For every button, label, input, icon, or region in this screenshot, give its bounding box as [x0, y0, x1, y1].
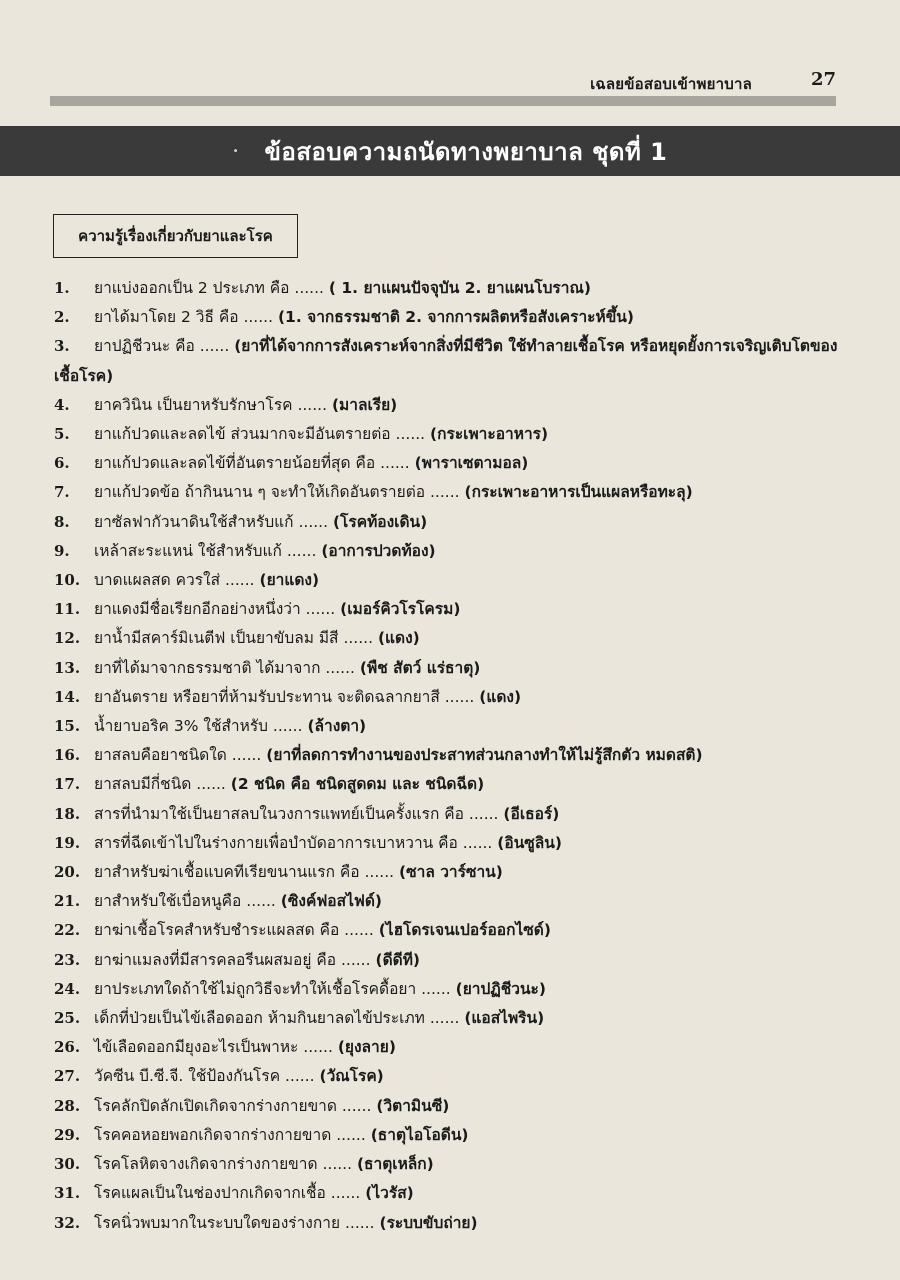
question-number: 1.	[54, 279, 70, 297]
question-body	[94, 478, 854, 507]
list-item	[54, 654, 854, 683]
question-number: 18.	[54, 804, 81, 823]
question-text: ยาแก้ปวดข้อ ถ้ากินนาน ๆ จะทำให้เกิดอันตรายต่อ ......	[94, 483, 460, 502]
question-body	[94, 946, 854, 975]
question-number: 13.	[54, 658, 81, 677]
question-body	[94, 1092, 854, 1121]
question-body	[94, 508, 854, 537]
question-number: 7.	[54, 483, 70, 502]
question-text: โรคคอหอยพอกเกิดจากร่างกายขาด ......	[94, 1125, 366, 1144]
list-item	[54, 624, 854, 653]
bullet-icon: •	[232, 145, 239, 157]
list-item	[54, 887, 854, 916]
question-text: ยาที่ได้มาจากธรรมชาติ ได้มาจาก ......	[94, 658, 355, 677]
answer-text: (พาราเซตามอล)	[414, 454, 529, 473]
question-number: 29.	[54, 1125, 81, 1144]
question-body	[94, 624, 854, 653]
question-number: 9.	[54, 541, 70, 560]
header-rule	[50, 96, 836, 106]
question-body	[94, 887, 854, 916]
answer-text: (แดง)	[377, 629, 420, 648]
answer-text: (อีเธอร์)	[503, 804, 560, 823]
list-item	[54, 508, 854, 537]
list-item	[54, 858, 854, 887]
list-item	[54, 683, 854, 712]
question-text: โรคแผลเป็นในช่องปากเกิดจากเชื้อ ......	[94, 1184, 361, 1203]
list-item	[54, 1033, 854, 1062]
question-text: ไข้เลือดออกมียุงอะไรเป็นพาหะ ......	[94, 1038, 333, 1057]
answer-text: (โรคท้องเดิน)	[332, 512, 428, 531]
question-number: 4.	[54, 395, 70, 414]
question-body	[94, 1062, 854, 1091]
title-banner	[0, 126, 900, 176]
list-item	[54, 741, 854, 770]
question-number: 19.	[54, 833, 81, 852]
question-number: 16.	[54, 746, 81, 765]
answer-text: (กระเพาะอาหาร)	[430, 425, 549, 444]
list-item	[54, 391, 854, 420]
question-body	[94, 303, 854, 332]
question-body	[94, 770, 854, 799]
list-item	[54, 770, 854, 799]
question-number: 5.	[54, 425, 70, 444]
question-number: 2.	[54, 308, 70, 327]
question-body	[94, 916, 854, 945]
answer-text: (ซาล วาร์ซาน)	[399, 863, 503, 882]
list-item	[54, 1150, 854, 1179]
question-text: โรคโลหิตจางเกิดจากร่างกายขาด ......	[94, 1155, 353, 1174]
question-body	[94, 829, 854, 858]
answer-text: (1. จากธรรมชาติ 2. จากการผลิตหรือสังเคราะห์ขึ้น)	[277, 308, 634, 327]
question-body	[94, 1209, 854, 1238]
answer-text: (ธาตุเหล็ก)	[356, 1155, 434, 1174]
answer-text: (ระบบขับถ่าย)	[379, 1213, 478, 1232]
list-item	[54, 595, 854, 624]
answer-text: (ยุงลาย)	[337, 1038, 396, 1057]
question-body	[94, 1121, 854, 1150]
running-head	[50, 66, 840, 94]
question-text: โรคลักปิดลักเปิดเกิดจากร่างกายขาด ......	[94, 1096, 372, 1115]
list-item	[54, 916, 854, 945]
question-text: ยาสลบมีกี่ชนิด ......	[94, 775, 226, 794]
list-item	[54, 274, 854, 303]
running-title: เฉลยข้อสอบเข้าพยาบาล	[590, 75, 752, 93]
question-body	[94, 1033, 854, 1062]
question-text: ยาแก้ปวดและลดไข้ที่อันตรายน้อยที่สุด คือ ......	[94, 454, 410, 473]
question-body	[94, 800, 854, 829]
list-item	[54, 420, 854, 449]
question-number: 3.	[54, 337, 70, 356]
answer-text: (ยาแดง)	[259, 571, 320, 590]
question-text: ยาซัลฟากัวนาดินใช้สำหรับแก้ ......	[94, 512, 329, 531]
answer-text: (พืช สัตว์ แร่ธาตุ)	[359, 658, 481, 677]
list-item	[54, 975, 854, 1004]
question-number: 15.	[54, 717, 81, 736]
banner-title: ข้อสอบความถนัดทางพยาบาล ชุดที่ 1	[264, 137, 668, 166]
list-item	[54, 449, 854, 478]
question-text: น้ำยาบอริค 3% ใช้สำหรับ ......	[94, 717, 303, 736]
list-item	[54, 712, 854, 741]
question-text: สารที่นำมาใช้เป็นยาสลบในวงการแพทย์เป็นครั้งแรก คือ ......	[94, 804, 499, 823]
question-text: ยาได้มาโดย 2 วิธี คือ ......	[94, 308, 274, 327]
list-item	[54, 478, 854, 507]
question-text: ยาแก้ปวดและลดไข้ ส่วนมากจะมีอันตรายต่อ ......	[94, 425, 426, 444]
question-number: 24.	[54, 979, 81, 998]
question-number: 26.	[54, 1038, 81, 1057]
answer-text: (ยาที่ลดการทำงานของประสาทส่วนกลางทำให้ไม่รู้สึกตัว หมดสติ)	[266, 746, 703, 765]
question-number: 22.	[54, 921, 81, 940]
page-number: 27	[810, 69, 836, 90]
question-number: 31.	[54, 1184, 81, 1203]
question-text: ยาอันตราย หรือยาที่ห้ามรับประทาน จะติดฉลากยาสี ......	[94, 687, 475, 706]
question-text: สารที่ฉีดเข้าไปในร่างกายเพื่อบำบัดอาการเบาหวาน คือ ......	[94, 833, 493, 852]
question-body	[94, 274, 854, 303]
question-number: 28.	[54, 1096, 81, 1115]
question-text: วัคซีน บี.ซี.จี. ใช้ป้องกันโรค ......	[94, 1067, 315, 1086]
question-body	[94, 1179, 854, 1208]
answer-text: (ล้างตา)	[307, 717, 367, 736]
question-text: ยาสำหรับฆ่าเชื้อแบคทีเรียขนานแรก คือ ......	[94, 863, 395, 882]
answer-text: (ยาปฏิชีวนะ)	[455, 979, 546, 998]
question-text: บาดแผลสด ควรใส่ ......	[94, 571, 255, 590]
question-body	[94, 595, 854, 624]
answer-text: (ไฮโดรเจนเปอร์ออกไซด์)	[378, 921, 551, 940]
question-body	[94, 975, 854, 1004]
question-text: ยาฆ่าเชื้อโรคสำหรับชำระแผลสด คือ ......	[94, 921, 374, 940]
question-number: 27.	[54, 1067, 81, 1086]
list-item	[54, 1062, 854, 1091]
question-number: 23.	[54, 950, 81, 969]
question-text: เด็กที่ป่วยเป็นไข้เลือดออก ห้ามกินยาลดไข้ประเภท ......	[94, 1009, 460, 1028]
answer-text: (แดง)	[479, 687, 522, 706]
list-item	[54, 829, 854, 858]
question-text: ยาสำหรับใช้เบื่อหนูคือ ......	[94, 892, 276, 911]
question-body	[94, 420, 854, 449]
answer-text: (มาลเรีย)	[331, 395, 398, 414]
question-body	[94, 858, 854, 887]
list-item	[54, 1004, 854, 1033]
question-number: 10.	[54, 571, 81, 590]
question-body	[94, 566, 854, 595]
question-text: ยาประเภทใดถ้าใช้ไม่ถูกวิธีจะทำให้เชื้อโรคดื้อยา ......	[94, 979, 451, 998]
question-body	[94, 683, 854, 712]
answer-text: (วัณโรค)	[319, 1067, 384, 1086]
answer-text: ( 1. ยาแผนปัจจุบัน 2. ยาแผนโบราณ)	[328, 279, 591, 297]
answer-text: (กระเพาะอาหารเป็นแผลหรือทะลุ)	[464, 483, 693, 502]
question-number: 21.	[54, 892, 81, 911]
question-number: 25.	[54, 1009, 81, 1028]
question-body	[94, 537, 854, 566]
list-item	[54, 800, 854, 829]
list-item	[54, 946, 854, 975]
question-text: โรคนิ่วพบมากในระบบใดของร่างกาย ......	[94, 1213, 375, 1232]
question-text: ยาแดงมีชื่อเรียกอีกอย่างหนึ่งว่า ......	[94, 600, 336, 619]
question-number: 6.	[54, 454, 70, 473]
answer-text: (ไวรัส)	[365, 1184, 414, 1203]
list-item	[54, 303, 854, 332]
question-number: 30.	[54, 1155, 81, 1174]
question-body	[54, 332, 854, 390]
list-item	[54, 566, 854, 595]
question-text: เหล้าสะระแหน่ ใช้สำหรับแก้ ......	[94, 541, 317, 560]
question-list	[54, 274, 854, 1238]
question-number: 8.	[54, 512, 70, 531]
question-body	[94, 449, 854, 478]
question-body	[94, 1150, 854, 1179]
question-body	[94, 1004, 854, 1033]
answer-text: (ดีดีที)	[375, 950, 421, 969]
answer-text: (วิตามินซี)	[376, 1096, 450, 1115]
question-number: 17.	[54, 775, 81, 794]
list-item	[54, 332, 854, 390]
question-text: ยาแบ่งออกเป็น 2 ประเภท คือ ......	[94, 279, 324, 297]
answer-text: (อินซูลิน)	[497, 833, 562, 852]
list-item	[54, 1121, 854, 1150]
answer-text: (ซิงค์ฟอสไฟด์)	[280, 892, 383, 911]
question-text: ยาสลบคือยาชนิดใด ......	[94, 746, 262, 765]
question-text: ยาฆ่าแมลงที่มีสารคลอรีนผสมอยู่ คือ ......	[94, 950, 371, 969]
question-body	[94, 741, 854, 770]
question-number: 12.	[54, 629, 81, 648]
question-body	[94, 391, 854, 420]
question-number: 32.	[54, 1213, 81, 1232]
question-number: 14.	[54, 687, 81, 706]
question-number: 11.	[54, 600, 81, 619]
question-body	[94, 712, 854, 741]
answer-text: (ยาที่ได้จากการสังเคราะห์จากสิ่งที่มีชีวิต ใช้ทำลายเชื้อโรค หรือหยุดยั้งการเจริญเติบโตของเชื้อโรค)	[54, 337, 838, 385]
answer-text: (2 ชนิด คือ ชนิดสูดดม และ ชนิดฉีด)	[230, 775, 485, 794]
question-body	[94, 654, 854, 683]
question-text: ยาน้ำมีสคาร์มิเนตีฟ เป็นยาขับลม มีสี ......	[94, 629, 373, 648]
list-item	[54, 1179, 854, 1208]
section-title: ความรู้เรื่องเกี่ยวกับยาและโรค	[53, 214, 298, 258]
answer-text: (ธาตุไอโอดีน)	[370, 1125, 469, 1144]
question-number: 20.	[54, 863, 81, 882]
list-item	[54, 537, 854, 566]
answer-text: (แอสไพริน)	[464, 1009, 545, 1028]
list-item	[54, 1209, 854, 1238]
question-text: ยาปฏิชีวนะ คือ ......	[94, 337, 230, 356]
answer-text: (อาการปวดท้อง)	[321, 541, 436, 560]
answer-text: (เมอร์คิวโรโครม)	[340, 600, 461, 619]
question-text: ยาควินิน เป็นยาหรับรักษาโรค ......	[94, 395, 328, 414]
list-item	[54, 1092, 854, 1121]
